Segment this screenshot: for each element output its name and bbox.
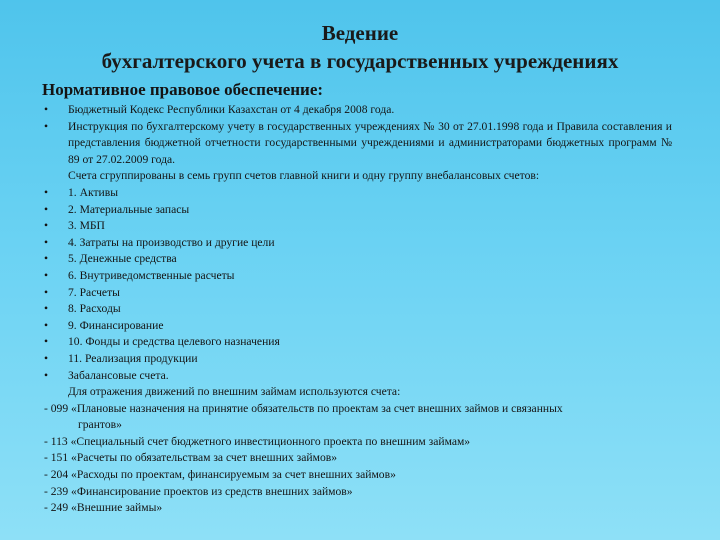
groups-intro: Счета сгруппированы в семь групп счетов главной книги и одну группу внебалансовых счетов:	[68, 169, 540, 183]
account-item-249: - 249 «Внешние займы»	[44, 501, 163, 515]
bullet-item: • 7. Расчеты	[44, 285, 672, 302]
external-accounts-intro: Для отражения движений по внешним займам используются счета:	[68, 385, 401, 399]
bullet-item: • 11. Реализация продукции	[44, 351, 672, 368]
bullet-item: • Бюджетный Кодекс Республики Казахстан от 4 декабря 2008 года.	[44, 102, 672, 119]
bullet-item: • 1. Активы	[44, 185, 672, 202]
bullet-item: • 6. Внутриведомственные расчеты	[44, 268, 672, 285]
bullet-item: • 2. Материальные запасы	[44, 202, 672, 219]
account-item-239: - 239 «Финансирование проектов из средств внешних займов»	[44, 484, 353, 498]
bullet-item: • Инструкция по бухгалтерскому учету в государственных учреждениях № 30 от 27.01.1998 года и Правила составления и представления бюджетной отчетности государственными учреждениями и администраторами бюджетных программ № 89 от 27.02.2009 года.	[44, 119, 672, 169]
bullet-item: • 8. Расходы	[44, 301, 672, 318]
bullet-item: • 3. МБП	[44, 218, 672, 235]
account-item-204: - 204 «Расходы по проектам, финансируемым за счет внешних займов»	[44, 468, 396, 482]
account-item-151: - 151 «Расчеты по обязательствам за счет внешних займов»	[44, 451, 338, 465]
section-subtitle: Нормативное правовое обеспечение:	[42, 80, 324, 99]
slide-title-line-2: бухгалтерского учета в государственных учреждениях	[101, 49, 619, 73]
bullet-item: • 4. Затраты на производство и другие цели	[44, 235, 672, 252]
bullet-item: • Забалансовые счета.	[44, 368, 672, 385]
bullet-item: • 9. Финансирование	[44, 318, 672, 335]
content-body	[44, 102, 672, 517]
slide-title-line-1: Ведение	[321, 21, 399, 45]
bullet-item: • 5. Денежные средства	[44, 251, 672, 268]
account-text-continued: грантов»	[78, 418, 122, 432]
account-item-099	[44, 401, 672, 434]
bullet-item: • 10. Фонды и средства целевого назначения	[44, 334, 672, 351]
account-text: - 099 «Плановые назначения на принятие обязательств по проектам за счет внешних займов и связанных	[44, 401, 563, 415]
account-item-113: - 113 «Специальный счет бюджетного инвестиционного проекта по внешним займам»	[44, 434, 471, 448]
